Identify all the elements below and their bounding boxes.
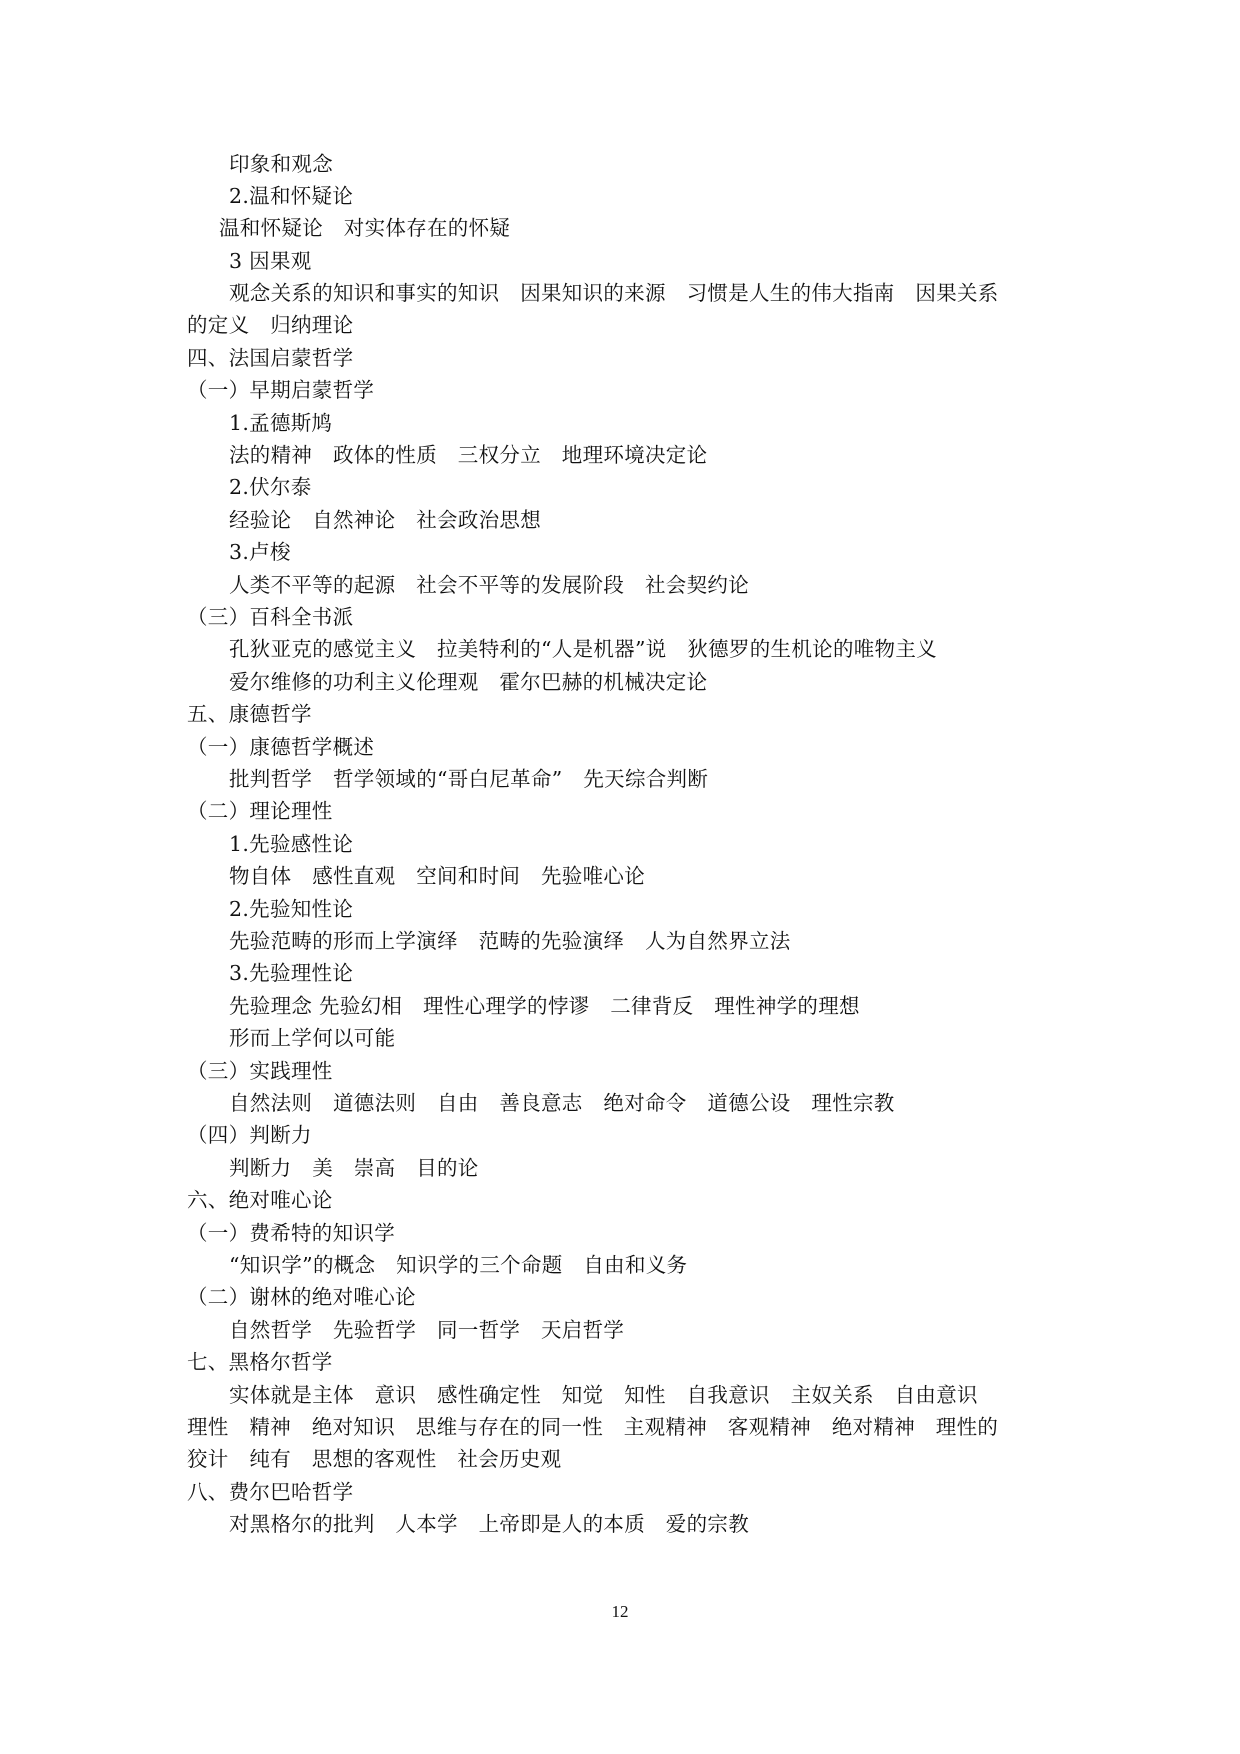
text-line: 狡计 纯有 思想的客观性 社会历史观 <box>187 1447 562 1471</box>
text-line: 形而上学何以可能 <box>229 1026 396 1050</box>
text-line: 判断力 美 崇高 目的论 <box>229 1156 479 1180</box>
text-line: “知识学”的概念 知识学的三个命题 自由和义务 <box>229 1253 688 1277</box>
text-line: 印象和观念 <box>229 152 333 176</box>
subsection-heading: （三）实践理性 <box>187 1059 333 1083</box>
text-line: 自然哲学 先验哲学 同一哲学 天启哲学 <box>229 1318 625 1342</box>
text-line: 爱尔维修的功利主义伦理观 霍尔巴赫的机械决定论 <box>229 670 708 694</box>
text-line: 2.先验知性论 <box>229 897 354 921</box>
text-line: 理性 精神 绝对知识 思维与存在的同一性 主观精神 客观精神 绝对精神 理性的 <box>187 1415 999 1439</box>
text-line: 先验范畴的形而上学演绎 范畴的先验演绎 人为自然界立法 <box>229 929 791 953</box>
text-line: 的定义 归纳理论 <box>187 313 354 337</box>
page-number: 12 <box>611 1602 629 1621</box>
text-line: 自然法则 道德法则 自由 善良意志 绝对命令 道德公设 理性宗教 <box>229 1091 895 1115</box>
section-heading: 八、费尔巴哈哲学 <box>187 1480 354 1504</box>
text-line: 批判哲学 哲学领域的“哥白尼革命” 先天综合判断 <box>229 767 709 791</box>
section-heading: 六、绝对唯心论 <box>187 1188 333 1212</box>
text-line: 实体就是主体 意识 感性确定性 知觉 知性 自我意识 主奴关系 自由意识 <box>229 1383 978 1407</box>
text-line: 3 因果观 <box>229 249 312 273</box>
subsection-heading: （二）谢林的绝对唯心论 <box>187 1285 416 1309</box>
text-line: 经验论 自然神论 社会政治思想 <box>229 508 541 532</box>
text-line: 1.孟德斯鸠 <box>229 411 333 435</box>
text-line: 观念关系的知识和事实的知识 因果知识的来源 习惯是人生的伟大指南 因果关系 <box>229 281 999 305</box>
subsection-heading: （二）理论理性 <box>187 799 333 823</box>
subsection-heading: （一）早期启蒙哲学 <box>187 378 375 402</box>
section-heading: 五、康德哲学 <box>187 702 312 726</box>
subsection-heading: （四）判断力 <box>187 1123 312 1147</box>
text-line: 3.先验理性论 <box>229 961 354 985</box>
text-line: 先验理念 先验幻相 理性心理学的悖谬 二律背反 理性神学的理想 <box>229 994 860 1018</box>
text-line: 人类不平等的起源 社会不平等的发展阶段 社会契约论 <box>229 573 749 597</box>
text-line: 孔狄亚克的感觉主义 拉美特利的“人是机器”说 狄德罗的生机论的唯物主义 <box>229 637 937 661</box>
text-line: 2.温和怀疑论 <box>229 184 354 208</box>
text-line: 对黑格尔的批判 人本学 上帝即是人的本质 爱的宗教 <box>229 1512 749 1536</box>
text-line: 物自体 感性直观 空间和时间 先验唯心论 <box>229 864 645 888</box>
text-line: 3.卢梭 <box>229 540 291 564</box>
subsection-heading: （一）康德哲学概述 <box>187 735 375 759</box>
section-heading: 七、黑格尔哲学 <box>187 1350 333 1374</box>
subsection-heading: （一）费希特的知识学 <box>187 1221 395 1245</box>
subsection-heading: （三）百科全书派 <box>187 605 354 629</box>
text-line: 1.先验感性论 <box>229 832 354 856</box>
text-line: 法的精神 政体的性质 三权分立 地理环境决定论 <box>229 443 708 467</box>
text-line: 2.伏尔泰 <box>229 475 312 499</box>
text-line: 温和怀疑论 对实体存在的怀疑 <box>219 216 511 240</box>
section-heading: 四、法国启蒙哲学 <box>187 346 354 370</box>
